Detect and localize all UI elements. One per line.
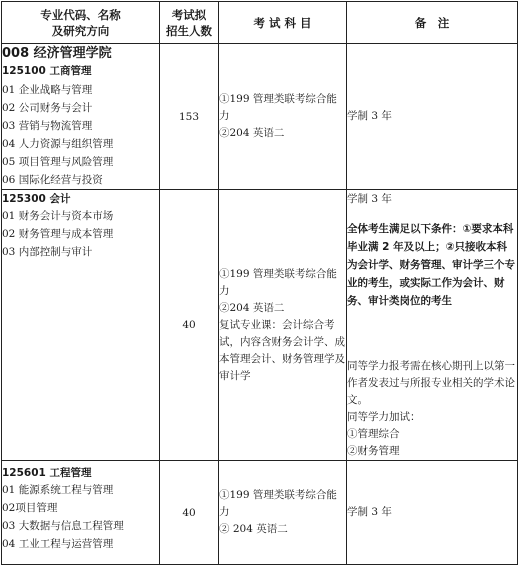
note-text: 学制 3 年 [347, 506, 392, 518]
subject-item: ①199 管理类联考综合能力 [219, 489, 337, 518]
subjects-cell [219, 190, 347, 461]
subject-item: ①199 管理类联考综合能力 [219, 93, 337, 122]
quota-cell: 153 [160, 44, 219, 190]
list-item: 02项目管理 [2, 502, 58, 514]
header-notes: 备 注 [347, 2, 518, 44]
subject-item: ②204 英语二 [219, 301, 285, 314]
list-item: 01 企业战略与管理 [2, 84, 93, 96]
notes-cell [347, 461, 518, 565]
header-exam-subjects: 考 试 科 目 [219, 2, 347, 44]
list-item: 05 项目管理与风险管理 [2, 156, 114, 168]
header-quota-line1: 考试拟 [171, 7, 207, 22]
subject-item: ①199 管理类联考综合能力 [219, 267, 337, 297]
major-title: 125601 工程管理 [2, 467, 92, 479]
table-row [2, 461, 518, 565]
major-title: 125300 会计 [2, 193, 71, 205]
notes-cell [347, 44, 518, 190]
note-text: ①管理综合 [347, 428, 400, 440]
header-quota [160, 2, 219, 44]
list-item: 03 大数据与信息工程管理 [2, 520, 124, 532]
header-quota-line2: 招生人数 [166, 23, 212, 38]
admissions-table [1, 1, 518, 565]
notes-cell [347, 190, 518, 461]
major-cell [2, 44, 160, 190]
subject-item: 复试专业课：会计综合考试，内容含财务会计学、成本管理会计、财务管理学及审计学 [219, 318, 345, 382]
list-item: 03 内部控制与审计 [2, 246, 93, 258]
list-item: 02 公司财务与会计 [2, 102, 93, 114]
major-cell [2, 190, 160, 461]
list-item: 02 财务管理与成本管理 [2, 228, 114, 240]
list-item: 01 财务会计与资本市场 [2, 210, 114, 222]
subjects-cell [219, 461, 347, 565]
subject-item: ②204 英语二 [219, 127, 285, 139]
table-row [2, 190, 518, 461]
department-title: 008 经济管理学院 [2, 46, 112, 61]
note-text: ②财务管理 [347, 445, 400, 457]
direction-list [2, 81, 159, 189]
header-major-code-line2: 及研究方向 [51, 23, 110, 38]
quota-cell: 40 [160, 461, 219, 565]
header-major-code [2, 2, 160, 44]
direction-list [2, 481, 159, 553]
major-title: 125100 工商管理 [2, 65, 92, 77]
table-header-row [2, 2, 518, 44]
note-text: 学制 3 年 [347, 110, 392, 122]
table-row [2, 44, 518, 190]
list-item: 04 工业工程与运营管理 [2, 538, 114, 550]
header-major-code-line1: 专业代码、名称 [40, 7, 121, 22]
direction-list [2, 207, 159, 261]
list-item: 04 人力资源与组织管理 [2, 138, 114, 150]
major-cell [2, 461, 160, 565]
note-text: 同等学力加试： [347, 411, 421, 423]
subject-item: ② 204 英语二 [219, 523, 288, 535]
note-text: 学制 3 年 [347, 193, 392, 205]
subjects-cell [219, 44, 347, 190]
note-requirements: 全体考生满足以下条件：①要求本科毕业满 2 年及以上；②只接收本科为会计学、财务管理、审计学三个专业的考生，或实际工作为会计、财务、审计类岗位的考生 [347, 223, 515, 307]
list-item: 06 国际化经营与投资 [2, 174, 103, 186]
note-text: 同等学力报考需在核心期刊上以第一作者发表过与所报专业相关的学术论文。 [347, 360, 515, 406]
list-item: 01 能源系统工程与管理 [2, 484, 114, 496]
list-item: 03 营销与物流管理 [2, 120, 93, 132]
quota-cell: 40 [160, 190, 219, 461]
